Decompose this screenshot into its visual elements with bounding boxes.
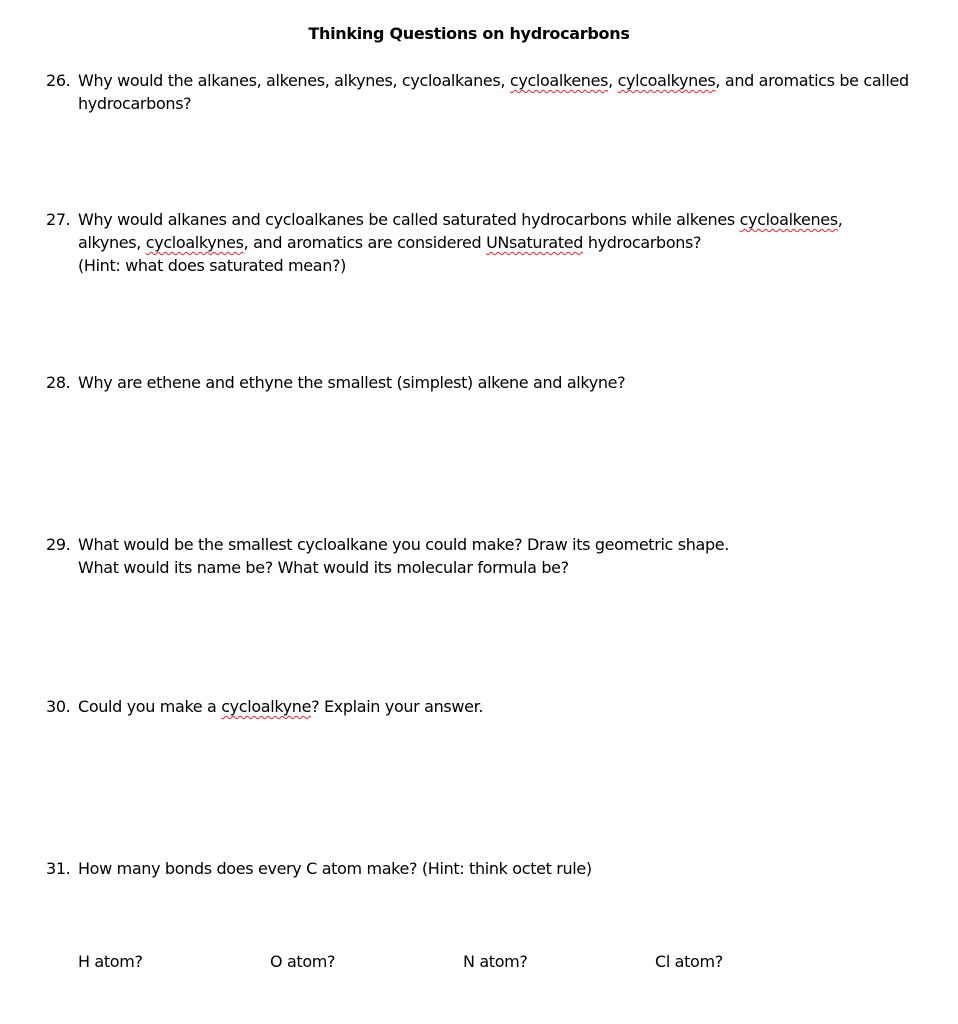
text-run: What would its name be? What would its molecular formula be?: [78, 558, 569, 577]
question-line: [78, 231, 946, 254]
question-line: [78, 254, 946, 277]
misspelled-word: UNsaturated: [486, 233, 584, 252]
text-run: , and aromatics be called: [715, 71, 909, 90]
question-line: [78, 533, 946, 556]
question-line: [78, 92, 946, 115]
question-31: [46, 857, 946, 880]
misspelled-word: cycloalkenes: [739, 210, 838, 229]
text-run: , and aromatics are considered: [243, 233, 487, 252]
text-run: hydrocarbons?: [78, 94, 192, 113]
o-atom-question: O atom?: [270, 952, 336, 971]
question-line: [78, 208, 946, 231]
question-line: [78, 695, 946, 718]
text-run: Could you make a: [78, 697, 222, 716]
question-28: [46, 371, 946, 394]
question-line: [78, 371, 946, 394]
question-number: 27.: [46, 210, 71, 229]
question-number: 28.: [46, 373, 71, 392]
question-text: [78, 695, 946, 718]
question-line: [78, 556, 946, 579]
text-run: alkynes,: [78, 233, 146, 252]
question-text: [78, 533, 946, 579]
text-run: Why would alkanes and cycloalkanes be called saturated hydrocarbons while alkenes: [78, 210, 740, 229]
text-run: Why would the alkanes, alkenes, alkynes, cycloalkanes,: [78, 71, 510, 90]
page-title: Thinking Questions on hydrocarbons: [308, 24, 630, 43]
question-text: [78, 857, 946, 880]
n-atom-question: N atom?: [463, 952, 528, 971]
question-number: 29.: [46, 535, 71, 554]
question-line: [78, 857, 946, 880]
text-run: ? Explain your answer.: [311, 697, 484, 716]
text-run: What would be the smallest cycloalkane you could make? Draw its geometric shape.: [78, 535, 730, 554]
h-atom-question: H atom?: [78, 952, 143, 971]
question-line: [78, 69, 946, 92]
question-26: [46, 69, 946, 115]
question-27: [46, 208, 946, 277]
misspelled-word: cylcoalkynes: [617, 71, 716, 90]
text-run: How many bonds does every C atom make? (Hint: think octet rule): [78, 859, 592, 878]
text-run: Why are ethene and ethyne the smallest (simplest) alkene and alkyne?: [78, 373, 626, 392]
text-run: hydrocarbons?: [583, 233, 702, 252]
question-text: [78, 208, 946, 277]
misspelled-word: cycloalkynes: [145, 233, 244, 252]
text-run: ,: [608, 71, 618, 90]
question-text: [78, 371, 946, 394]
cl-atom-question: Cl atom?: [655, 952, 723, 971]
question-30: [46, 695, 946, 718]
question-number: 31.: [46, 859, 71, 878]
text-run: ,: [837, 210, 843, 229]
text-run: (Hint: what does saturated mean?): [78, 256, 347, 275]
question-number: 26.: [46, 71, 71, 90]
question-text: [78, 69, 946, 115]
misspelled-word: cycloalkyne: [221, 697, 312, 716]
question-29: [46, 533, 946, 579]
misspelled-word: cycloalkenes: [509, 71, 609, 90]
question-number: 30.: [46, 697, 71, 716]
